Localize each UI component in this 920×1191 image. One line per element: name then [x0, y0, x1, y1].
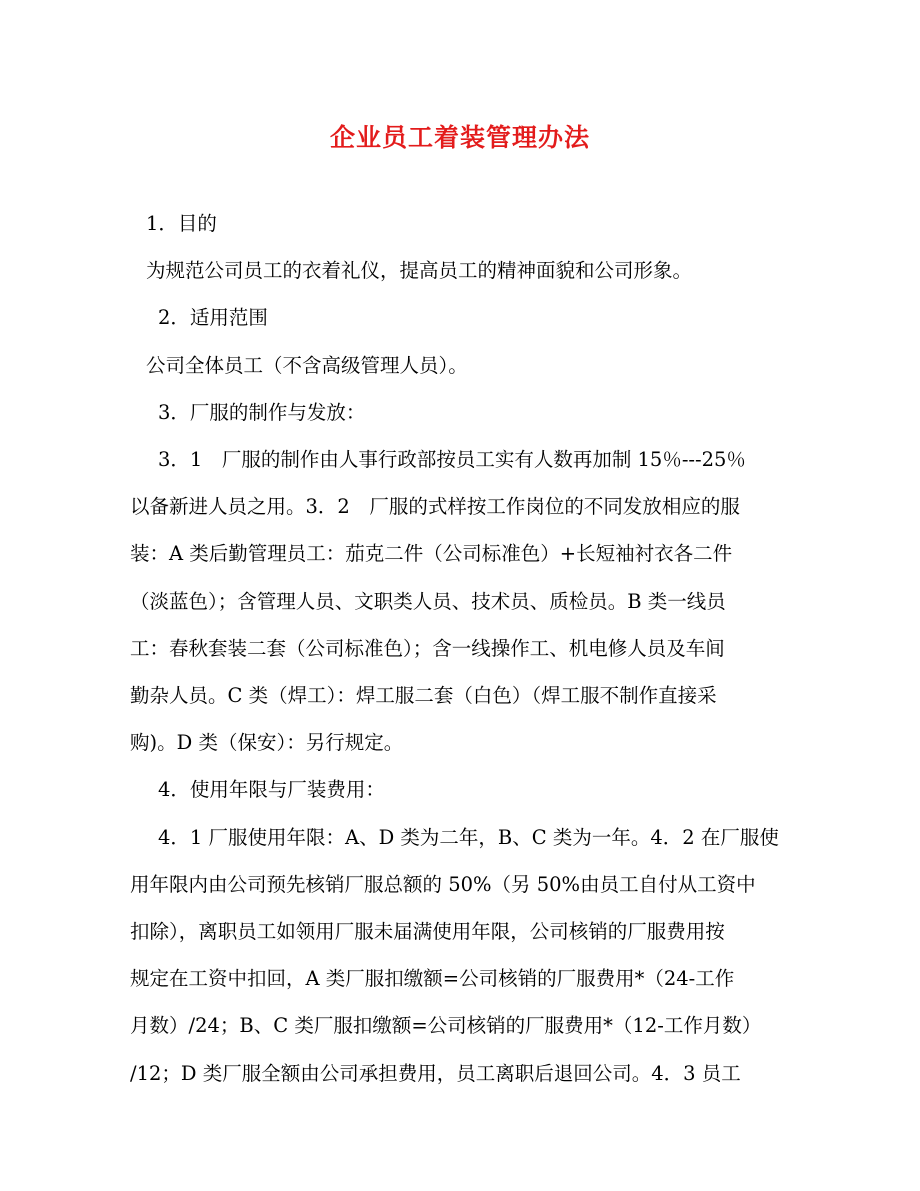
section-3-line: 工：春秋套装二套（公司标准色）；含一线操作工、机电修人员及车间: [130, 636, 725, 660]
section-4-line: 4．1 厂服使用年限：A、D 类为二年，B、C 类为一年。4．2 在厂服使: [158, 825, 779, 849]
document-title: 企业员工着装管理办法: [329, 123, 590, 152]
section-1-heading: 1．目的: [146, 212, 217, 235]
section-3-line: （淡蓝色）；含管理人员、文职类人员、技术员、质检员。B 类一线员: [130, 589, 726, 613]
section-3-line: 3．1 厂服的制作由人事行政部按员工实有人数再加制 15％---25％: [158, 448, 746, 472]
section-4-heading: 4．使用年限与厂装费用：: [158, 778, 385, 802]
section-4-line: /12；D 类厂服全额由公司承担费用，员工离职后退回公司。4．3 员工: [130, 1061, 741, 1085]
section-1-body: 为规范公司员工的衣着礼仪，提高员工的精神面貌和公司形象。: [146, 259, 693, 283]
section-2-body: 公司全体员工（不含高级管理人员）。: [146, 353, 468, 377]
section-3-line: 以备新进人员之用。3．2 厂服的式样按工作岗位的不同发放相应的服: [130, 495, 740, 519]
section-3-line: 装：A 类后勤管理员工：茄克二件（公司标准色）+长短袖衬衣各二件: [130, 542, 733, 566]
section-3-line: 勤杂人员。C 类（焊工）：焊工服二套（白色）（焊工服不制作直接采: [130, 684, 717, 708]
section-4-body: [130, 814, 800, 1097]
section-3-line: 购)。D 类（保安）：另行规定。: [130, 731, 404, 755]
section-4-line: 规定在工资中扣回，A 类厂服扣缴额=公司核销的厂服费用*（24-工作: [130, 967, 735, 991]
section-4-line: 月数）/24；B、C 类厂服扣缴额=公司核销的厂服费用*（12-工作月数）: [130, 1014, 762, 1038]
section-2-heading: 2．适用范围: [158, 306, 268, 330]
document-body: [130, 200, 800, 1097]
section-3-heading: 3．厂服的制作与发放：: [158, 400, 366, 424]
section-3-body: [130, 436, 800, 766]
section-4-line: 扣除），离职员工如领用厂服未届满使用年限，公司核销的厂服费用按: [130, 920, 725, 944]
section-4-line: 用年限内由公司预先核销厂服总额的 50%（另 50%由员工自付从工资中: [130, 872, 756, 896]
